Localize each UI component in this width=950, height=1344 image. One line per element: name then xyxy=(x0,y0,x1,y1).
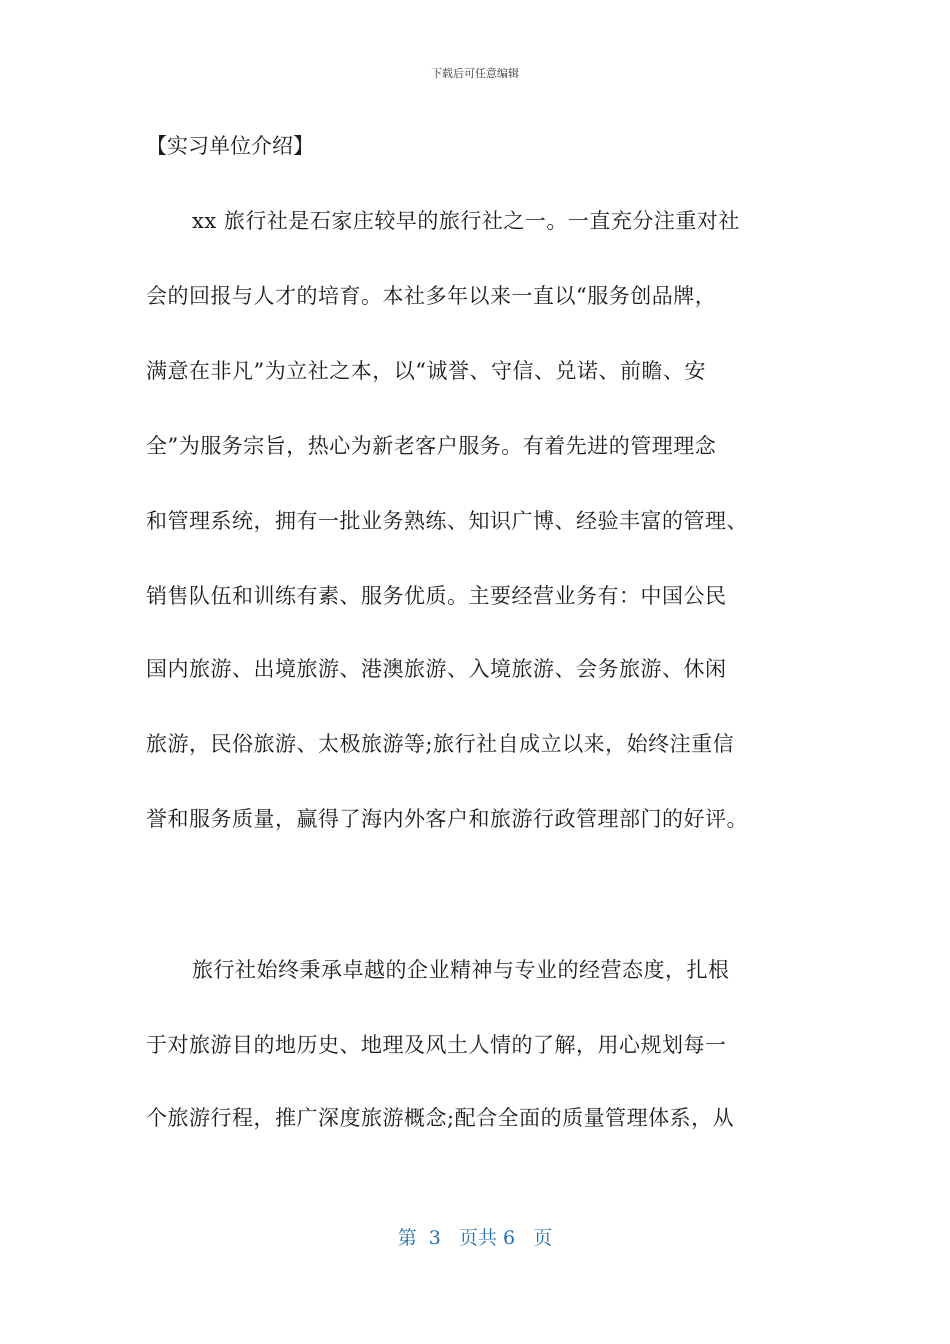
paragraph-1-line-9: 誉和服务质量，赢得了海内外客户和旅游行政管理部门的好评。 xyxy=(146,807,748,831)
section-heading: 【实习单位介绍】 xyxy=(146,134,314,158)
page-number-footer: 第 3 页共 6 页 xyxy=(397,1227,553,1249)
paragraph-2-line-3: 个旅游行程，推广深度旅游概念;配合全面的质量管理体系，从 xyxy=(146,1106,735,1130)
paragraph-1-line-2: 会的回报与人才的培育。本社多年以来一直以“服务创品牌， xyxy=(146,284,717,308)
paragraph-2-line-2: 于对旅游目的地历史、地理及风土人情的了解，用心规划每一 xyxy=(146,1033,727,1057)
paragraph-1-line-8: 旅游，民俗旅游、太极旅游等;旅行社自成立以来，始终注重信 xyxy=(146,732,735,756)
page-header-note: 下载后可任意编辑 xyxy=(431,67,519,80)
paragraph-1-line-5: 和管理系统，拥有一批业务熟练、知识广博、经验丰富的管理、 xyxy=(146,509,748,533)
paragraph-1-line-6: 销售队伍和训练有素、服务优质。主要经营业务有：中国公民 xyxy=(146,584,727,608)
paragraph-2-line-1: 旅行社始终秉承卓越的企业精神与专业的经营态度，扎根 xyxy=(192,958,730,982)
paragraph-1-line-7: 国内旅游、出境旅游、港澳旅游、入境旅游、会务旅游、休闲 xyxy=(146,657,727,681)
paragraph-1-line-1: xx 旅行社是石家庄较早的旅行社之一。一直充分注重对社 xyxy=(192,209,740,233)
paragraph-1-line-3: 满意在非凡”为立社之本，以“诚誉、守信、兑诺、前瞻、安 xyxy=(146,359,706,383)
paragraph-1-line-4: 全”为服务宗旨，热心为新老客户服务。有着先进的管理理念 xyxy=(146,434,717,458)
